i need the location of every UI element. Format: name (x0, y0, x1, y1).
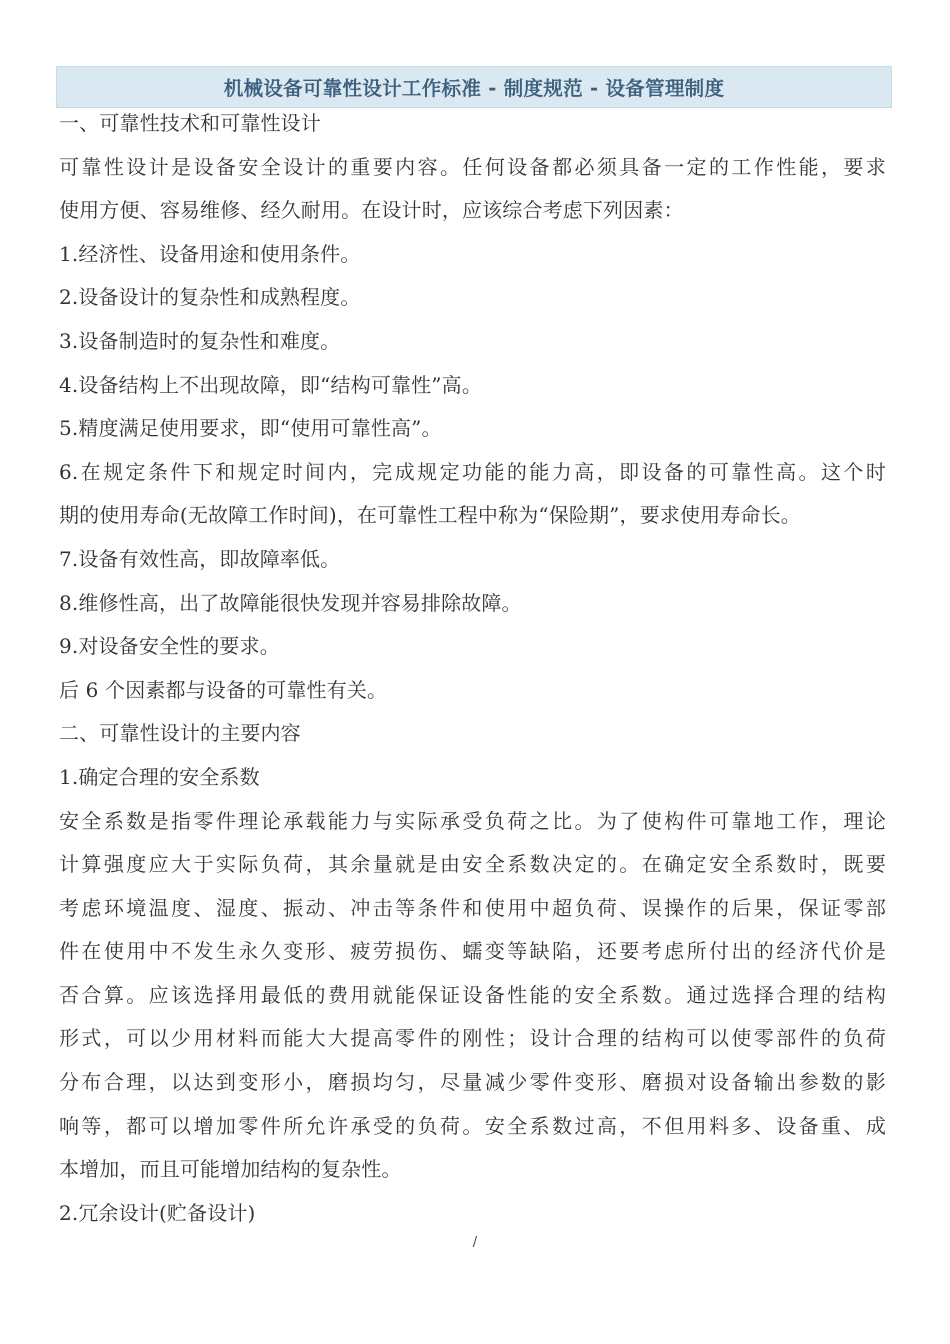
document-title: 机械设备可靠性设计工作标准 - 制度规范 - 设备管理制度 (223, 77, 725, 100)
text-line: 9.对设备安全性的要求。 (59, 634, 280, 659)
text-line: 二、可靠性设计的主要内容 (59, 721, 301, 746)
text-line: 考虑环境温度、湿度、振动、冲击等条件和使用中超负荷、误操作的后果，保证零部 (59, 895, 886, 920)
text-line: 2.设备设计的复杂性和成熟程度。 (59, 285, 361, 310)
text-line: 7.设备有效性高，即故障率低。 (59, 546, 341, 571)
text-line: 可靠性设计是设备安全设计的重要内容。任何设备都必须具备一定的工作性能，要求 (59, 154, 886, 179)
text-line: 1.确定合理的安全系数 (59, 764, 260, 789)
text-line: 否合算。应该选择用最低的费用就能保证设备性能的安全系数。通过选择合理的结构 (59, 982, 886, 1007)
text-line: 本增加，而且可能增加结构的复杂性。 (59, 1157, 402, 1182)
text-line: 5.精度满足使用要求，即“使用可靠性高”。 (59, 416, 442, 441)
text-line: 2.冗余设计(贮备设计) (59, 1200, 256, 1225)
page-footer-mark: / (472, 1235, 478, 1250)
text-line: 6.在规定条件下和规定时间内，完成规定功能的能力高，即设备的可靠性高。这个时 (59, 459, 886, 484)
text-line: 3.设备制造时的复杂性和难度。 (59, 328, 341, 353)
text-line: 形式，可以少用材料而能大大提高零件的刚性；设计合理的结构可以使零部件的负荷 (59, 1026, 886, 1051)
text-line: 件在使用中不发生永久变形、疲劳损伤、蠕变等缺陷，还要考虑所付出的经济代价是 (59, 939, 886, 964)
text-line: 使用方便、容易维修、经久耐用。在设计时，应该综合考虑下列因素： (59, 198, 684, 223)
document-body (59, 102, 909, 1235)
text-line: 后 6 个因素都与设备的可靠性有关。 (59, 677, 388, 702)
text-line: 8.维修性高，出了故障能很快发现并容易排除故障。 (59, 590, 522, 615)
text-line: 期的使用寿命(无故障工作时间)，在可靠性工程中称为“保险期”，要求使用寿命长。 (59, 503, 801, 528)
text-line: 计算强度应大于实际负荷，其余量就是由安全系数决定的。在确定安全系数时，既要 (59, 852, 886, 877)
text-line: 分布合理，以达到变形小，磨损均匀，尽量减少零件变形、磨损对设备输出参数的影 (59, 1070, 886, 1095)
text-line: 4.设备结构上不出现故障，即“结构可靠性”高。 (59, 372, 482, 397)
text-line: 一、可靠性技术和可靠性设计 (59, 111, 321, 135)
text-line: 安全系数是指零件理论承载能力与实际承受负荷之比。为了使构件可靠地工作，理论 (59, 808, 886, 833)
text-line: 1.经济性、设备用途和使用条件。 (59, 241, 361, 266)
text-line: 响等，都可以增加零件所允许承受的负荷。安全系数过高，不但用料多、设备重、成 (59, 1113, 886, 1138)
